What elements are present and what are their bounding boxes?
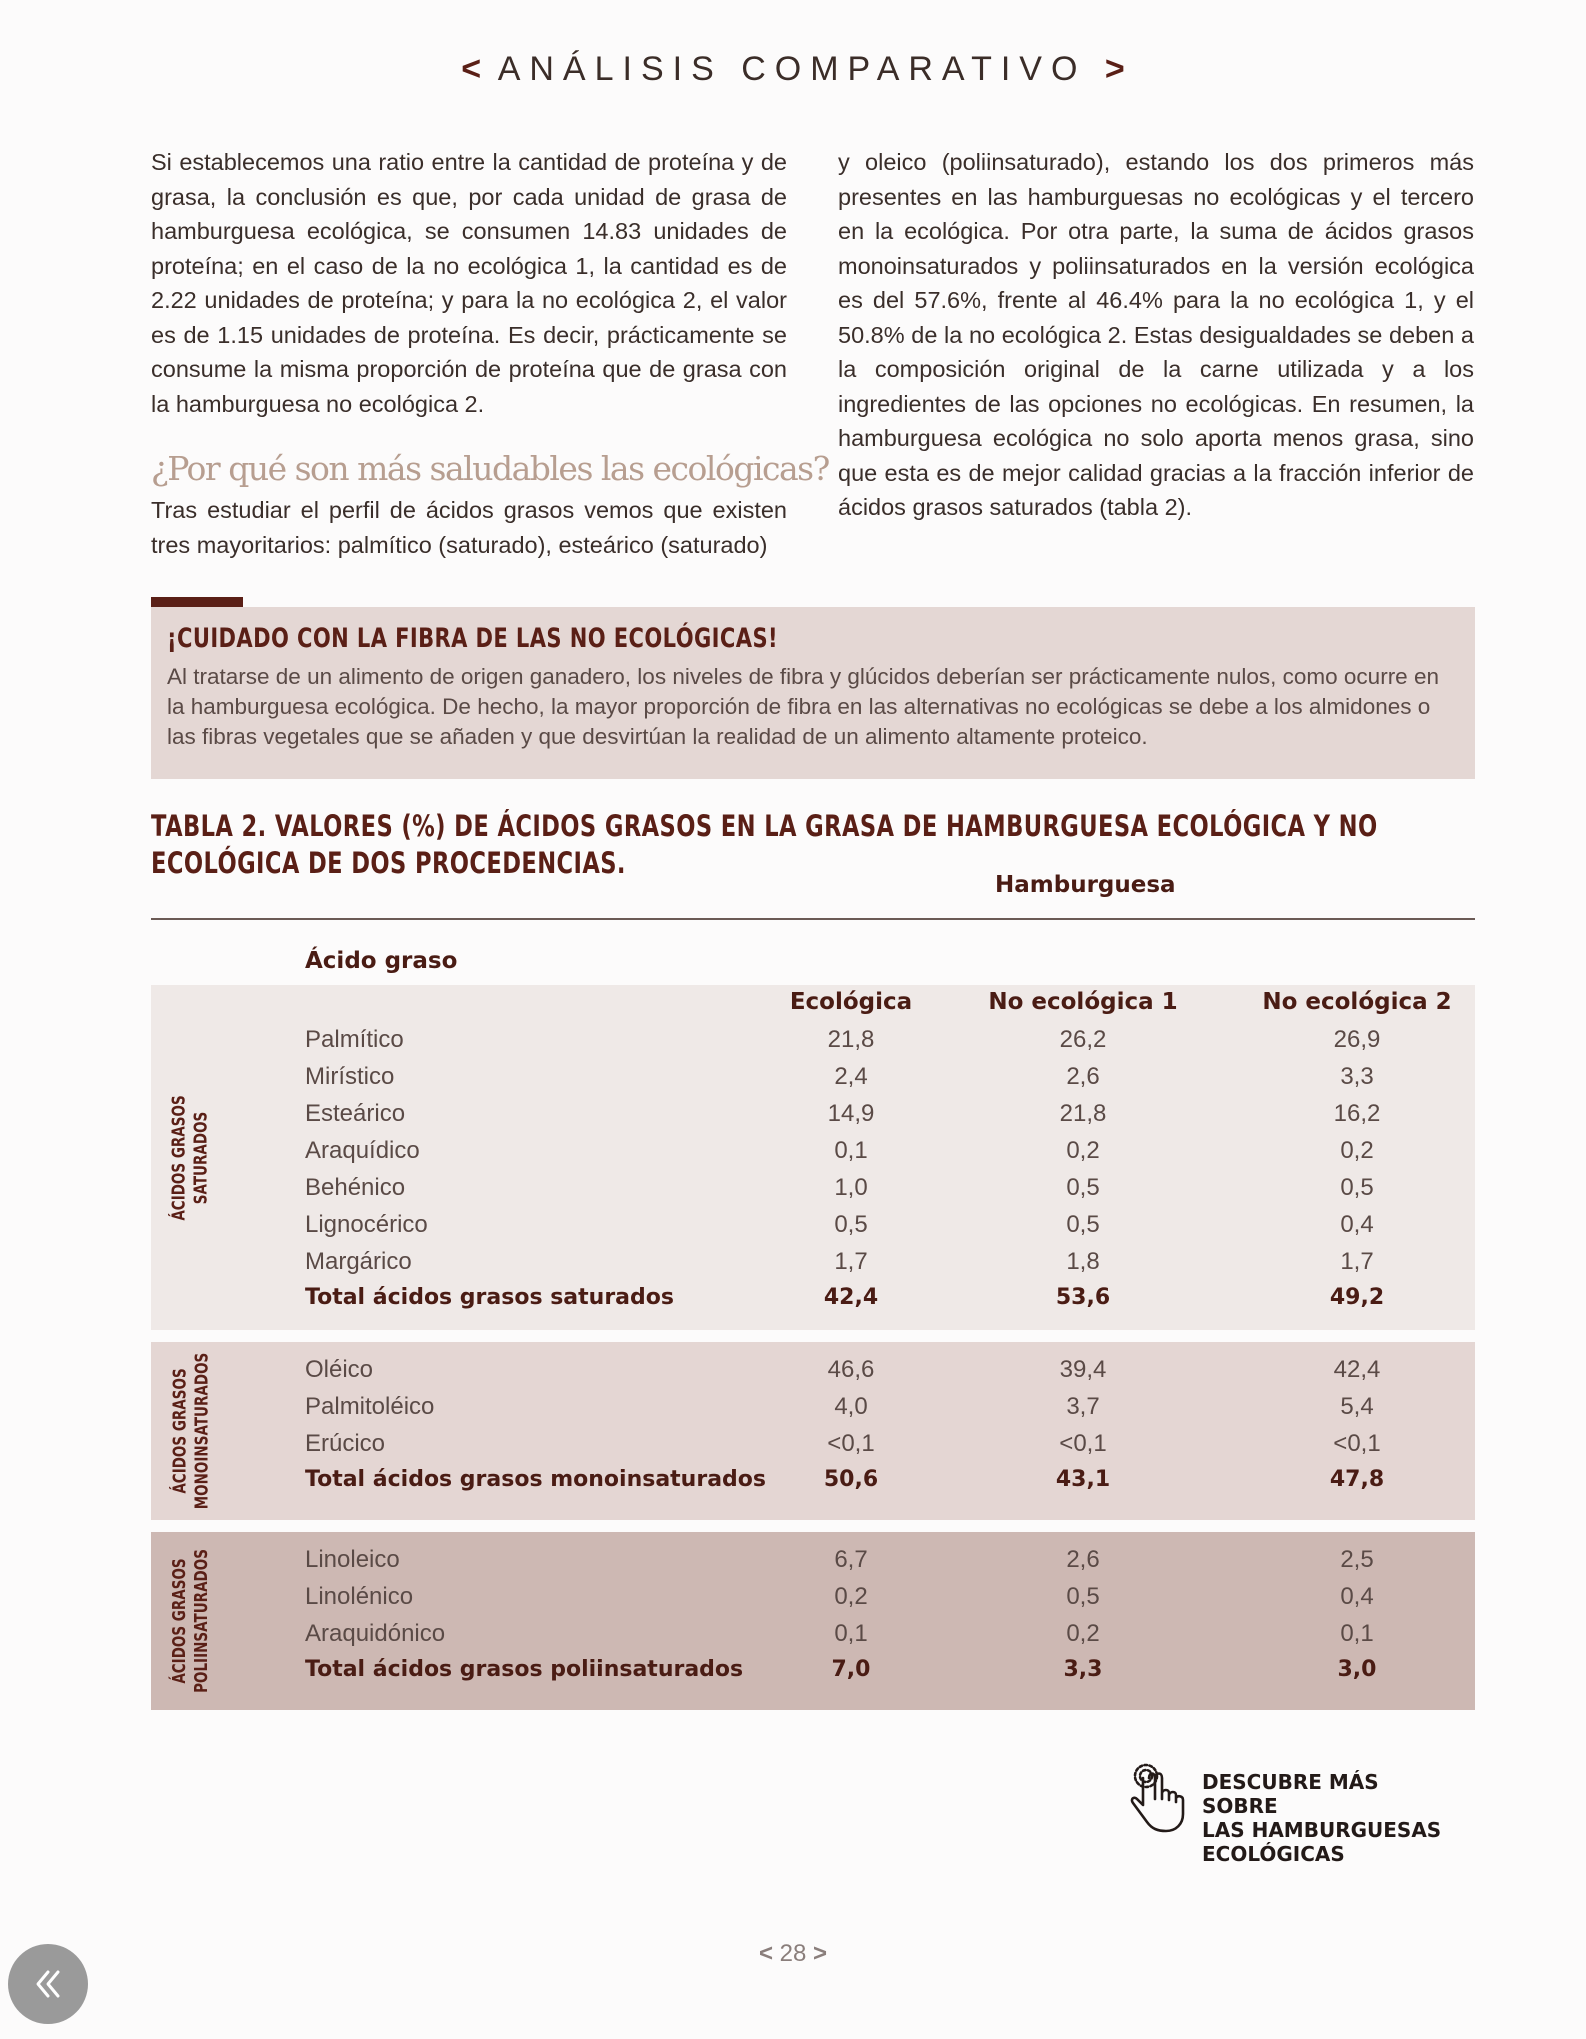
table-row <box>151 1616 1475 1653</box>
table-total-row <box>151 1463 1475 1500</box>
table-divider <box>151 918 1475 920</box>
cta-line: DESCUBRE MÁS SOBRE <box>1202 1770 1379 1818</box>
row-name: Total ácidos grasos monoinsaturados <box>305 1467 767 1492</box>
cell-value: 3,0 <box>1337 1657 1377 1682</box>
cell-value: 0,5 <box>1340 1174 1374 1201</box>
cell-value: <0,1 <box>1059 1430 1107 1457</box>
cell-value: 0,1 <box>834 1137 868 1164</box>
row-name: Araquídico <box>305 1137 420 1164</box>
cell-value: 0,5 <box>1066 1211 1100 1238</box>
discover-more-link[interactable] <box>1128 1760 1448 1866</box>
table-row <box>151 1133 1475 1170</box>
cell-value: 21,8 <box>1059 1100 1107 1127</box>
cell-value: 47,8 <box>1329 1467 1385 1492</box>
table-row <box>151 1244 1475 1281</box>
row-name: Araquidónico <box>305 1620 446 1647</box>
cell-value: 46,6 <box>827 1356 875 1383</box>
header-right-chevron: > <box>1104 50 1125 88</box>
cell-value: 14,9 <box>827 1100 875 1127</box>
table-row <box>151 1170 1475 1207</box>
cell-value: 0,5 <box>1066 1583 1100 1610</box>
callout-title: ¡CUIDADO CON LA FIBRA DE LAS NO ECOLÓGICAS! <box>167 623 778 654</box>
row-name: Palmítico <box>305 1026 404 1053</box>
table-row <box>151 1426 1475 1463</box>
cell-value: 26,2 <box>1059 1026 1107 1053</box>
row-name: Total ácidos grasos saturados <box>305 1285 674 1310</box>
cell-value: 0,2 <box>1340 1137 1374 1164</box>
table-group-polyunsaturated <box>151 1532 1475 1710</box>
left-paragraph: Si establecemos una ratio entre la cantidad de proteína y de grasa, la conclusión es que, por cada unidad de grasa de hamburguesa ecológica, se consumen 14.83 unidades de proteína; en el caso de la no ecológica 1, la cantidad es de 2.22 unidades de proteína; y para la no ecológica 2, el valor es de 1.15 unidades de proteína. Es decir, prácticamente se consume la misma proporción de proteína que de grasa con la hamburguesa no ecológica 2. <box>151 149 787 417</box>
table-row <box>151 1207 1475 1244</box>
table-row <box>151 1022 1475 1059</box>
cell-value: 0,2 <box>834 1583 868 1610</box>
page-left-chevron: < <box>758 1940 773 1967</box>
cell-value: 0,4 <box>1340 1211 1374 1238</box>
cell-value: 6,7 <box>834 1546 868 1573</box>
back-button[interactable] <box>8 1944 88 2024</box>
page-number-value: 28 <box>779 1940 807 1967</box>
row-name: Lignocérico <box>305 1211 428 1238</box>
cell-value: 0,5 <box>834 1211 868 1238</box>
page-header <box>0 50 1586 89</box>
table-row <box>151 1542 1475 1579</box>
table-row <box>151 1579 1475 1616</box>
table-row <box>151 1352 1475 1389</box>
table-row <box>151 1059 1475 1096</box>
group-label: ÁCIDOS GRASOS POLIINSATURADOS <box>169 1549 212 1693</box>
table-group-saturated <box>151 985 1475 1330</box>
table-row <box>151 1389 1475 1426</box>
cell-value: 16,2 <box>1333 1100 1381 1127</box>
hand-tap-icon <box>1128 1760 1190 1836</box>
group-label: ÁCIDOS GRASOS SATURADOS <box>169 1094 213 1221</box>
table-group-monounsaturated <box>151 1342 1475 1520</box>
column-header: Ecológica <box>789 989 913 1015</box>
right-paragraph: y oleico (poliinsaturado), estando los dos primeros más presentes en las hamburguesas no ecológicas y el tercero en la ecológica. Por otra parte, la suma de ácidos grasos monoinsaturados y poliinsaturados en la versión ecológica es del 57.6%, frente al 46.4% para la no ecológica 1, y el 50.8% de la no ecológica 2. Estas desigualdades se deben a la composición original de la carne utilizada y a los ingredientes de las opciones no ecológicas. En resumen, la hamburguesa ecológica no solo aporta menos grasa, sino que esta es de mejor calidad gracias a la fracción inferior de ácidos grasos saturados (tabla 2). <box>838 149 1474 520</box>
row-name: Erúcico <box>305 1430 386 1457</box>
cell-value: 39,4 <box>1059 1356 1107 1383</box>
row-name: Margárico <box>305 1248 412 1275</box>
table-total-row <box>151 1281 1475 1318</box>
row-name: Behénico <box>305 1174 406 1201</box>
page-right-chevron: > <box>813 1940 828 1967</box>
cell-value: 2,6 <box>1066 1546 1100 1573</box>
cell-value: 0,5 <box>1066 1174 1100 1201</box>
left-paragraph-2: Tras estudiar el perfil de ácidos grasos vemos que existen tres mayoritarios: palmítico (saturado), esteárico (saturado) <box>151 497 787 558</box>
page-number <box>0 1940 1586 1968</box>
callout-box <box>151 607 1475 779</box>
cell-value: 26,9 <box>1333 1026 1381 1053</box>
cell-value: 42,4 <box>823 1285 879 1310</box>
cell-value: 3,3 <box>1340 1063 1374 1090</box>
cell-value: 1,7 <box>834 1248 868 1275</box>
cell-value: 0,2 <box>1066 1137 1100 1164</box>
cell-value: 0,4 <box>1340 1583 1374 1610</box>
row-name: Palmitoléico <box>305 1393 435 1420</box>
cell-value: 0,1 <box>834 1620 868 1647</box>
cell-value: 2,5 <box>1340 1546 1374 1573</box>
table-group-header: Hamburguesa <box>995 872 1176 898</box>
table-column-headers <box>151 985 1475 1022</box>
column-header: No ecológica 2 <box>1262 989 1452 1015</box>
row-name: Linolénico <box>305 1583 414 1610</box>
header-left-chevron: < <box>461 50 482 88</box>
column-header: No ecológica 1 <box>988 989 1178 1015</box>
callout-text: Al tratarse de un alimento de origen ganadero, los niveles de fibra y glúcidos deberían ser prácticamente nulos, como ocurre en la hamburguesa ecológica. De hecho, la mayor proporción de fibra en las alternativas no ecológicas se debe a los almidones o las fibras vegetales que se añaden y que desvirtúan la realidad de un alimento altamente proteico. <box>167 664 1439 749</box>
row-name: Linoleico <box>305 1546 400 1573</box>
callout-accent-bar <box>151 597 243 607</box>
group-label: ÁCIDOS GRASOS MONOINSATURADOS <box>169 1352 213 1510</box>
cell-value: 21,8 <box>827 1026 875 1053</box>
table-total-row <box>151 1653 1475 1690</box>
header-title: ANÁLISIS COMPARATIVO <box>497 50 1087 88</box>
cell-value: 1,8 <box>1066 1248 1100 1275</box>
cell-value: 0,1 <box>1340 1620 1374 1647</box>
cell-value: 2,4 <box>834 1063 868 1090</box>
cta-line: LAS HAMBURGUESAS <box>1202 1818 1442 1842</box>
cell-value: 3,7 <box>1066 1393 1100 1420</box>
cell-value: 2,6 <box>1066 1063 1100 1090</box>
section-subheading: ¿Por qué son más saludables las ecológicas? <box>151 449 829 488</box>
row-name: Mirístico <box>305 1063 395 1090</box>
cell-value: <0,1 <box>827 1430 875 1457</box>
cell-value: 5,4 <box>1340 1393 1374 1420</box>
cell-value: <0,1 <box>1333 1430 1381 1457</box>
cell-value: 1,7 <box>1340 1248 1374 1275</box>
cell-value: 43,1 <box>1055 1467 1111 1492</box>
cell-value: 50,6 <box>823 1467 879 1492</box>
cta-line: ECOLÓGICAS <box>1202 1842 1345 1866</box>
double-chevron-left-icon <box>30 1966 66 2002</box>
cell-value: 53,6 <box>1055 1285 1111 1310</box>
table-title: TABLA 2. VALORES (%) DE ÁCIDOS GRASOS EN LA GRASA DE HAMBURGUESA ECOLÓGICA Y NO ECOLÓGICA DE DOS PROCEDENCIAS. <box>151 809 1378 880</box>
row-name: Esteárico <box>305 1100 406 1127</box>
row-name: Oléico <box>305 1356 374 1383</box>
table-row-header: Ácido graso <box>305 948 458 974</box>
table-row <box>151 1096 1475 1133</box>
right-column <box>838 145 1474 525</box>
left-column <box>151 145 829 562</box>
cell-value: 42,4 <box>1333 1356 1381 1383</box>
row-name: Total ácidos grasos poliinsaturados <box>305 1657 744 1682</box>
cell-value: 7,0 <box>831 1657 871 1682</box>
cell-value: 0,2 <box>1066 1620 1100 1647</box>
cell-value: 49,2 <box>1329 1285 1385 1310</box>
cell-value: 1,0 <box>834 1174 868 1201</box>
cell-value: 4,0 <box>834 1393 868 1420</box>
cell-value: 3,3 <box>1063 1657 1103 1682</box>
